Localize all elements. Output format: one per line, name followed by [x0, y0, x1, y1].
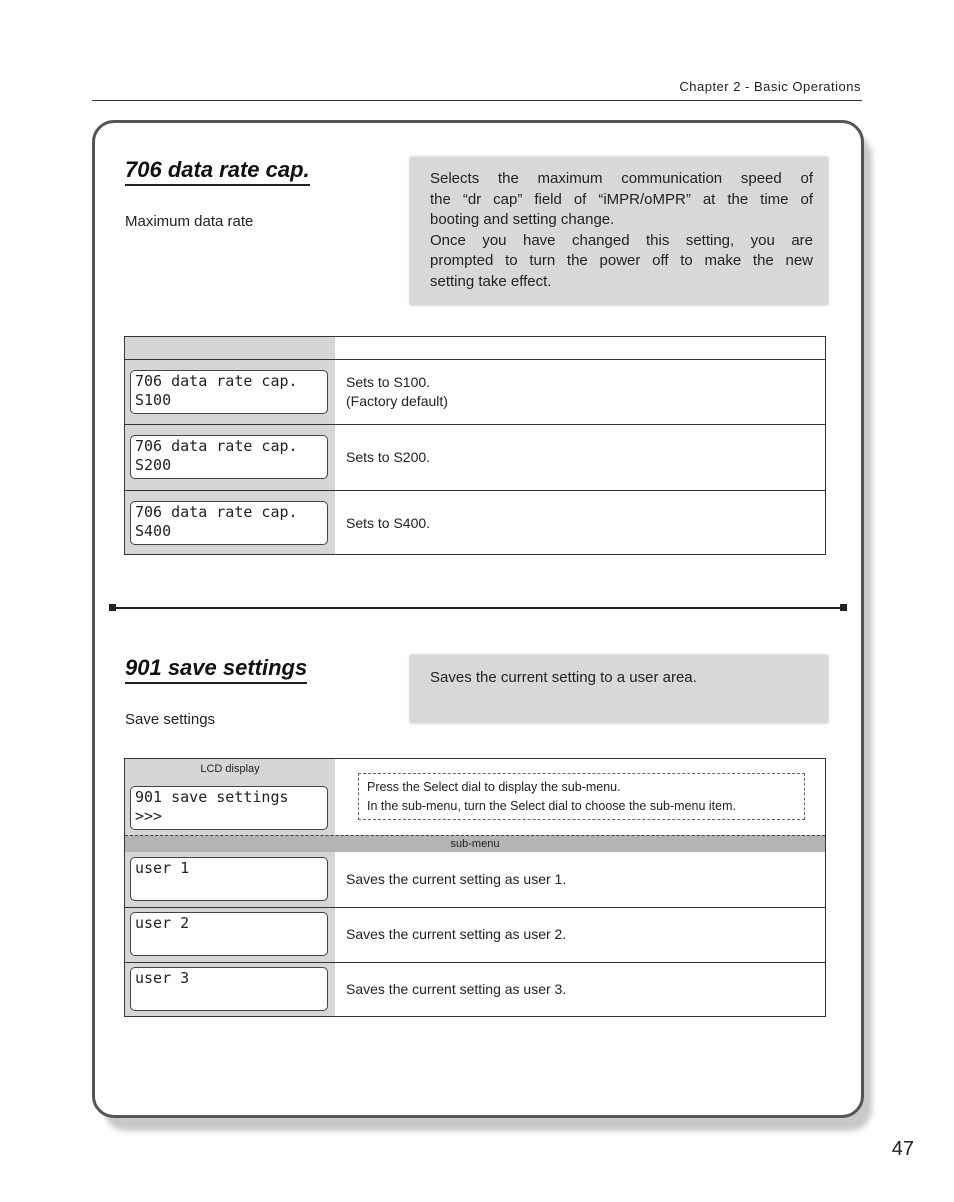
lcd-display — [130, 786, 328, 830]
description-line: the “dr cap” field of “iMPR/oMPR” at the time of — [430, 190, 813, 208]
lcd-line: >>> — [135, 807, 163, 825]
lcd-display: user 2 — [130, 912, 328, 956]
chapter-header: Chapter 2 - Basic Operations — [679, 79, 861, 94]
section-706-title: 706 data rate cap. — [125, 157, 310, 186]
row-text: Sets to S200. — [346, 449, 431, 465]
description-line: prompted to turn the power off to make the new — [430, 252, 813, 269]
table-row — [125, 424, 825, 490]
description-text: Saves the current setting to a user area. — [430, 669, 697, 686]
table-row — [125, 359, 825, 424]
description-line: Once you have changed this setting, you are — [430, 231, 813, 249]
row-description — [346, 373, 448, 411]
row-description — [346, 448, 430, 467]
submenu-bar — [125, 835, 825, 852]
lcd-display: user 3 — [130, 967, 328, 1011]
row-text: Sets to S100. — [346, 374, 431, 390]
section-901-subtitle: Save settings — [125, 711, 216, 728]
section-901-description — [410, 655, 828, 723]
page-number: 47 — [891, 1138, 914, 1160]
lcd-line: S100 — [135, 391, 172, 409]
table-row — [125, 852, 825, 908]
lcd-line: 706 data rate cap. — [135, 503, 298, 521]
description-line: Selects the maximum communication speed of — [430, 170, 813, 187]
lcd-display — [130, 501, 328, 545]
lcd-line: 706 data rate cap. — [135, 372, 298, 390]
row-description: Saves the current setting as user 2. — [346, 926, 567, 942]
section-706-subtitle: Maximum data rate — [125, 213, 254, 230]
lcd-line: S400 — [135, 522, 172, 540]
description-line: booting and setting change. — [430, 211, 615, 228]
note-line: Press the Select dial to display the sub-menu. — [367, 780, 621, 794]
row-description — [346, 514, 430, 533]
row-text: Sets to S400. — [346, 515, 431, 531]
table-header-row — [125, 337, 825, 359]
header-rule — [92, 100, 862, 101]
lcd-display — [130, 370, 328, 414]
note-line: In the sub-menu, turn the Select dial to choose the sub-menu item. — [367, 798, 736, 813]
description-line: setting take effect. — [430, 272, 552, 290]
section-901-title: 901 save settings — [125, 655, 307, 684]
lcd-display-label: LCD display — [200, 763, 260, 775]
row-description: Saves the current setting as user 1. — [346, 871, 567, 887]
lcd-line: S200 — [135, 456, 172, 474]
section-901-table — [124, 758, 826, 1017]
table-row — [125, 907, 825, 962]
row-description: Saves the current setting as user 3. — [346, 981, 567, 997]
table-row — [125, 962, 825, 1017]
lcd-line: 901 save settings — [135, 788, 289, 806]
lcd-display — [130, 435, 328, 479]
section-706-table — [124, 336, 826, 555]
lcd-display: user 1 — [130, 857, 328, 901]
divider-end-left — [109, 604, 116, 611]
lcd-line: 706 data rate cap. — [135, 437, 298, 455]
section-706-description — [410, 157, 828, 305]
section-divider — [112, 607, 844, 609]
table-row — [125, 490, 825, 555]
submenu-label: sub-menu — [450, 838, 500, 850]
instruction-note — [358, 773, 805, 820]
row-text: (Factory default) — [346, 393, 448, 409]
divider-end-right — [840, 604, 847, 611]
